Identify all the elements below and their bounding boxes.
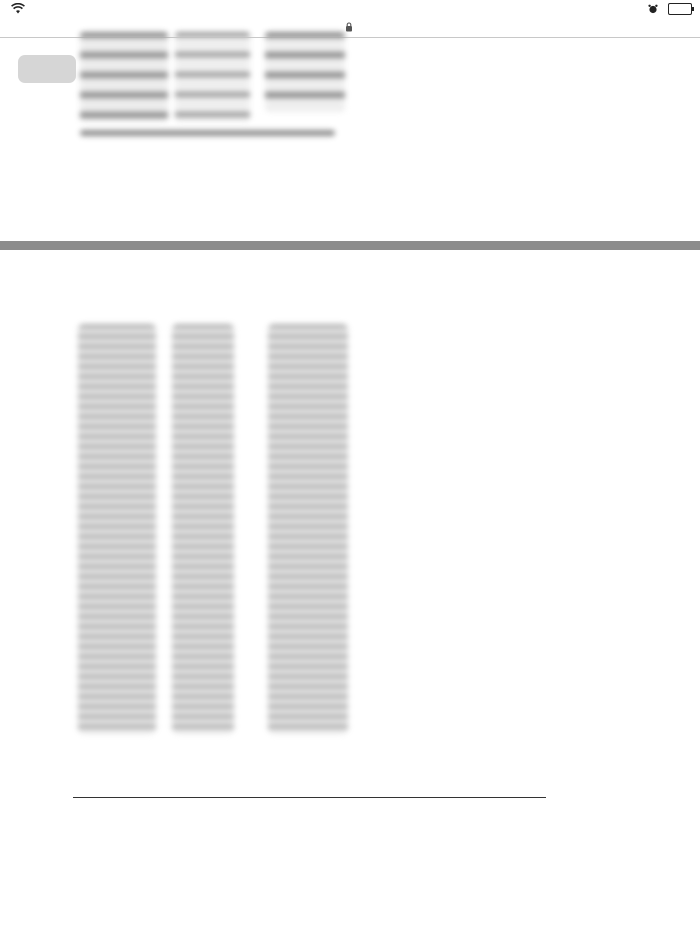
redacted-column [172, 324, 234, 734]
pdf-document[interactable] [0, 38, 700, 933]
redacted-name [265, 32, 345, 112]
redacted-name [80, 130, 335, 136]
battery-icon [668, 3, 692, 15]
redacted-name [175, 32, 250, 122]
alarm-icon [648, 4, 658, 14]
redacted-column [268, 324, 348, 734]
status-right [648, 3, 692, 15]
heading-underline [73, 797, 546, 798]
page-separator [0, 241, 700, 250]
redacted-column [78, 324, 156, 734]
status-left [5, 3, 25, 14]
wifi-icon [11, 3, 25, 14]
status-bar [0, 0, 700, 20]
lock-icon [345, 22, 353, 32]
page-counter [18, 55, 76, 83]
redacted-name [80, 32, 168, 122]
